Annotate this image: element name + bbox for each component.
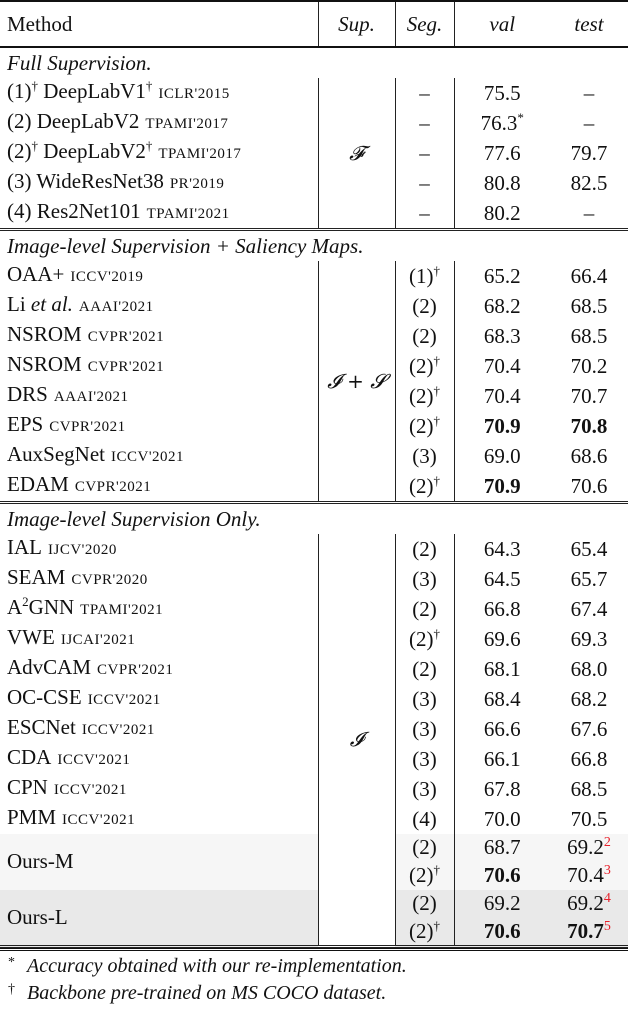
venue: ICCV'2021 <box>57 752 131 768</box>
superscript: † <box>433 917 440 933</box>
test-cell-value: 70.2 <box>570 353 608 378</box>
val-cell <box>454 534 550 564</box>
method-index: (2) <box>7 109 32 133</box>
venue: CVPR'2021 <box>74 479 152 495</box>
table-row <box>0 774 628 804</box>
venue: CVPR'2020 <box>71 572 148 588</box>
val-cell-value: 69.2 <box>483 890 521 915</box>
method-cell <box>0 471 318 503</box>
method-cell <box>0 351 318 381</box>
test-cell <box>550 261 628 291</box>
method-cell <box>0 534 318 564</box>
venue: ICCV'2019 <box>70 269 144 285</box>
method-cell <box>0 291 318 321</box>
val-cell <box>454 594 550 624</box>
method-name: OC-CSE <box>7 685 82 709</box>
method-name: DRS <box>7 382 48 406</box>
val-cell <box>454 804 550 834</box>
val-cell <box>454 654 550 684</box>
val-cell-value: 70.9 <box>483 473 521 498</box>
table-row <box>0 534 628 564</box>
val-cell-value: 77.6 <box>483 140 521 165</box>
seg-cell: – <box>395 198 454 230</box>
val-cell <box>454 381 550 411</box>
val-cell <box>454 471 550 503</box>
val-cell-value: 80.2 <box>483 200 521 225</box>
test-cell-value: 68.5 <box>570 776 608 801</box>
venue: CVPR'2021 <box>87 359 165 375</box>
method-name: Ours-M <box>7 849 74 874</box>
header-row <box>0 1 628 47</box>
seg-cell: (2)† <box>395 381 454 411</box>
venue: ICCV'2021 <box>53 782 127 798</box>
header-test: test <box>550 1 628 47</box>
footnote-text: Backbone pre-trained on MS COCO dataset. <box>27 982 387 1005</box>
venue: CVPR'2021 <box>87 329 165 345</box>
test-cell <box>550 411 628 441</box>
seg-cell: (2)† <box>395 471 454 503</box>
test-cell-value: 70.7 <box>570 383 608 408</box>
val-cell <box>454 108 550 138</box>
test-cell <box>550 471 628 503</box>
venue: TPAMI'2017 <box>145 116 229 132</box>
method-cell <box>0 138 318 168</box>
val-cell <box>454 78 550 108</box>
seg-cell: (2) <box>395 834 454 862</box>
superscript: † <box>145 78 153 93</box>
table-row <box>0 594 628 624</box>
footnote-ref: 4 <box>603 890 611 906</box>
val-cell <box>454 624 550 654</box>
test-cell <box>550 624 628 654</box>
footnote <box>0 955 628 982</box>
val-cell <box>454 834 550 862</box>
footnote-ref: 5 <box>603 918 611 934</box>
val-cell-value: 66.6 <box>483 716 521 741</box>
method-cell <box>0 684 318 714</box>
test-cell-value: 70.5 <box>570 806 608 831</box>
table-row <box>0 804 628 834</box>
footnote-ref: 3 <box>603 863 611 879</box>
footnotes <box>0 948 628 1009</box>
val-cell-value: 68.1 <box>483 656 521 681</box>
venue: ICLR'2015 <box>158 86 230 102</box>
method-index: (2) <box>7 139 32 163</box>
table-row <box>0 744 628 774</box>
method-cell <box>0 78 318 108</box>
header-val: val <box>454 1 550 47</box>
method-cell <box>0 624 318 654</box>
venue: TPAMI'2021 <box>80 602 164 618</box>
table-row <box>0 471 628 503</box>
venue: AAAI'2021 <box>78 299 154 315</box>
test-cell <box>550 862 628 890</box>
test-cell-value: 70.6 <box>570 473 608 498</box>
method-cell <box>0 441 318 471</box>
method-name: WideResNet38 <box>36 169 164 193</box>
superscript: † <box>31 138 38 153</box>
method-cell <box>0 564 318 594</box>
table-row <box>0 714 628 744</box>
test-cell <box>550 168 628 198</box>
table-row <box>0 564 628 594</box>
val-cell-value: 70.0 <box>483 806 521 831</box>
val-cell <box>454 198 550 230</box>
method-name: A <box>7 595 23 619</box>
method-name: DeepLabV2 <box>36 109 140 133</box>
test-cell <box>550 834 628 862</box>
supervision-cell: 𝓘 + 𝓢 <box>318 261 395 503</box>
method-name: OAA+ <box>7 262 65 286</box>
test-cell <box>550 138 628 168</box>
seg-cell: – <box>395 168 454 198</box>
method-name: DeepLabV2 <box>43 139 146 163</box>
method-name: GNN <box>28 595 75 619</box>
method-cell <box>0 198 318 230</box>
method-name: AdvCAM <box>7 655 92 679</box>
test-cell-value: 68.5 <box>570 323 608 348</box>
method-cell <box>0 744 318 774</box>
test-cell <box>550 108 628 138</box>
method-name: CPN <box>7 775 48 799</box>
val-cell-value: 75.5 <box>483 80 521 105</box>
section-title-row <box>0 230 628 262</box>
test-cell-value: 69.2 <box>567 890 604 915</box>
val-cell-value: 69.0 <box>483 443 521 468</box>
table-row <box>0 351 628 381</box>
venue: ICCV'2021 <box>62 812 136 828</box>
method-cell <box>0 594 318 624</box>
table-row <box>0 198 628 230</box>
seg-cell: (1)† <box>395 261 454 291</box>
method-cell <box>0 804 318 834</box>
seg-cell: (2)† <box>395 624 454 654</box>
test-cell-value: 66.4 <box>570 263 608 288</box>
test-cell <box>550 684 628 714</box>
table-row <box>0 381 628 411</box>
val-cell-value: 70.6 <box>483 863 521 888</box>
header-seg: Seg. <box>395 1 454 47</box>
test-cell-value: 67.6 <box>570 716 608 741</box>
val-cell-value: 70.4 <box>483 383 521 408</box>
method-name: DeepLabV1 <box>43 79 146 103</box>
val-cell-value: 66.1 <box>483 746 521 771</box>
venue: TPAMI'2017 <box>158 146 242 162</box>
test-cell-value: 70.7 <box>567 918 604 943</box>
seg-cell: (3) <box>395 744 454 774</box>
seg-cell: (2) <box>395 291 454 321</box>
supervision-cell: 𝓘 <box>318 534 395 947</box>
test-cell-value: 69.3 <box>570 626 608 651</box>
method-cell <box>0 714 318 744</box>
test-cell-value: 68.0 <box>570 656 608 681</box>
method-cell <box>0 261 318 291</box>
table-row <box>0 321 628 351</box>
val-cell-value: 64.3 <box>483 536 521 561</box>
test-cell-value: 65.7 <box>570 566 608 591</box>
footnote-ref: 2 <box>603 835 611 851</box>
val-cell <box>454 138 550 168</box>
seg-cell: (3) <box>395 714 454 744</box>
method-name-italic: et al. <box>30 292 73 316</box>
val-cell <box>454 441 550 471</box>
val-cell <box>454 684 550 714</box>
test-cell-value: 65.4 <box>570 536 608 561</box>
test-cell <box>550 291 628 321</box>
header-sup: Sup. <box>318 1 395 47</box>
val-cell <box>454 564 550 594</box>
val-cell-value: 65.2 <box>483 263 521 288</box>
val-cell <box>454 321 550 351</box>
venue: ICCV'2021 <box>111 449 185 465</box>
test-cell <box>550 441 628 471</box>
test-cell <box>550 198 628 230</box>
superscript: 2 <box>22 594 29 609</box>
test-cell <box>550 564 628 594</box>
seg-cell: (2) <box>395 321 454 351</box>
venue: CVPR'2021 <box>49 419 126 435</box>
val-cell <box>454 411 550 441</box>
test-cell <box>550 381 628 411</box>
superscript: † <box>145 138 153 153</box>
test-cell <box>550 744 628 774</box>
superscript: † <box>433 625 440 641</box>
test-cell <box>550 917 628 946</box>
test-cell <box>550 654 628 684</box>
val-cell <box>454 351 550 381</box>
val-cell-value: 68.4 <box>483 686 521 711</box>
method-name: VWE <box>7 625 55 649</box>
val-cell <box>454 774 550 804</box>
superscript: † <box>433 382 440 398</box>
ours-row <box>0 890 628 918</box>
venue: IJCAI'2021 <box>60 632 136 648</box>
superscript: † <box>433 412 440 428</box>
section-title: Image-level Supervision Only. <box>7 506 261 531</box>
superscript: † <box>433 472 440 488</box>
seg-cell: (2)† <box>395 862 454 890</box>
method-name: IAL <box>7 535 42 559</box>
seg-cell: (3) <box>395 441 454 471</box>
test-cell <box>550 78 628 108</box>
seg-cell: (3) <box>395 774 454 804</box>
val-cell <box>454 291 550 321</box>
seg-cell: (2) <box>395 890 454 918</box>
test-cell <box>550 890 628 918</box>
val-cell-value: 69.6 <box>483 626 521 651</box>
venue: CVPR'2021 <box>97 662 174 678</box>
venue: ICCV'2021 <box>81 722 155 738</box>
test-cell-value: 70.4 <box>567 863 604 888</box>
test-cell-value: – <box>583 200 595 225</box>
footnote-mark: * <box>8 955 15 971</box>
test-cell-value: 68.2 <box>570 686 608 711</box>
test-cell-value: 69.2 <box>567 835 604 860</box>
test-cell <box>550 804 628 834</box>
section-title-row <box>0 503 628 535</box>
seg-cell: (4) <box>395 804 454 834</box>
seg-cell: – <box>395 108 454 138</box>
venue: PR'2019 <box>169 176 225 192</box>
method-name: NSROM <box>7 352 82 376</box>
venue: AAAI'2021 <box>53 389 129 405</box>
test-cell-value: 79.7 <box>570 140 608 165</box>
table-row <box>0 78 628 108</box>
method-cell <box>0 654 318 684</box>
method-name: NSROM <box>7 322 82 346</box>
val-cell-value: 68.2 <box>483 293 521 318</box>
val-cell <box>454 168 550 198</box>
test-cell-value: – <box>583 110 595 135</box>
table-row <box>0 261 628 291</box>
method-name: EDAM <box>7 472 69 496</box>
val-cell-value: 66.8 <box>483 596 521 621</box>
val-cell-value: 68.3 <box>483 323 521 348</box>
test-cell <box>550 594 628 624</box>
seg-cell: (2) <box>395 654 454 684</box>
method-cell <box>0 321 318 351</box>
table-row <box>0 138 628 168</box>
val-cell-value: 80.8 <box>483 170 521 195</box>
val-cell <box>454 744 550 774</box>
val-cell-value: 70.6 <box>483 918 521 943</box>
test-cell <box>550 714 628 744</box>
footnote-text: Accuracy obtained with our re-implementation. <box>27 955 407 978</box>
val-cell <box>454 261 550 291</box>
method-name: PMM <box>7 805 57 829</box>
method-cell <box>0 834 318 890</box>
ours-row <box>0 834 628 862</box>
venue: IJCV'2020 <box>48 542 117 558</box>
test-cell-value: 82.5 <box>570 170 608 195</box>
test-cell-value: 66.8 <box>570 746 608 771</box>
val-cell-value: 64.5 <box>483 566 521 591</box>
val-cell-value: 68.7 <box>483 835 521 860</box>
table-row <box>0 684 628 714</box>
test-cell <box>550 321 628 351</box>
test-cell <box>550 351 628 381</box>
test-cell-value: – <box>583 80 595 105</box>
footnote <box>0 982 628 1009</box>
test-cell-value: 68.6 <box>570 443 608 468</box>
footnote-mark: † <box>8 982 15 998</box>
val-cell-value: 70.4 <box>483 353 521 378</box>
supervision-cell: 𝓕 <box>318 78 395 230</box>
superscript: † <box>433 862 440 878</box>
seg-cell: (3) <box>395 684 454 714</box>
method-name: Li <box>7 292 31 316</box>
method-index: (1) <box>7 79 32 103</box>
superscript: † <box>433 352 440 368</box>
superscript: † <box>31 78 38 93</box>
val-cell <box>454 917 550 946</box>
section-title-row <box>0 47 628 78</box>
table-row <box>0 108 628 138</box>
table-row <box>0 168 628 198</box>
method-name: AuxSegNet <box>7 442 105 466</box>
table-row <box>0 624 628 654</box>
method-name: SEAM <box>7 565 66 589</box>
table-row <box>0 411 628 441</box>
table-row <box>0 654 628 684</box>
method-cell <box>0 890 318 947</box>
method-cell <box>0 108 318 138</box>
val-cell <box>454 862 550 890</box>
table-row <box>0 441 628 471</box>
seg-cell: (2) <box>395 534 454 564</box>
method-cell <box>0 411 318 441</box>
seg-cell: – <box>395 138 454 168</box>
val-cell-value: 67.8 <box>483 776 521 801</box>
superscript: † <box>433 262 440 278</box>
table-row <box>0 291 628 321</box>
test-cell-value: 68.5 <box>570 293 608 318</box>
method-index: (3) <box>7 169 32 193</box>
method-name: Res2Net101 <box>36 199 141 223</box>
test-cell <box>550 534 628 564</box>
method-cell <box>0 168 318 198</box>
seg-cell: (2)† <box>395 351 454 381</box>
test-cell-value: 67.4 <box>570 596 608 621</box>
val-cell <box>454 890 550 918</box>
seg-cell: (2)† <box>395 411 454 441</box>
test-cell-value: 70.8 <box>570 413 608 438</box>
method-name: CDA <box>7 745 52 769</box>
method-cell <box>0 774 318 804</box>
seg-cell: (2)† <box>395 917 454 946</box>
seg-cell: (2) <box>395 594 454 624</box>
seg-cell: (3) <box>395 564 454 594</box>
superscript: * <box>517 109 524 125</box>
method-name: ESCNet <box>7 715 76 739</box>
header-method: Method <box>0 1 318 47</box>
section-title: Image-level Supervision + Saliency Maps. <box>7 233 364 258</box>
section-title: Full Supervision. <box>7 50 152 75</box>
method-index: (4) <box>7 199 32 223</box>
method-name: Ours-L <box>7 904 68 929</box>
method-name: EPS <box>7 412 44 436</box>
seg-cell: – <box>395 78 454 108</box>
val-cell-value: 70.9 <box>483 413 521 438</box>
venue: TPAMI'2021 <box>146 206 230 222</box>
val-cell-value: 76.3 <box>480 110 518 135</box>
venue: ICCV'2021 <box>87 692 161 708</box>
val-cell <box>454 714 550 744</box>
method-cell <box>0 381 318 411</box>
test-cell <box>550 774 628 804</box>
